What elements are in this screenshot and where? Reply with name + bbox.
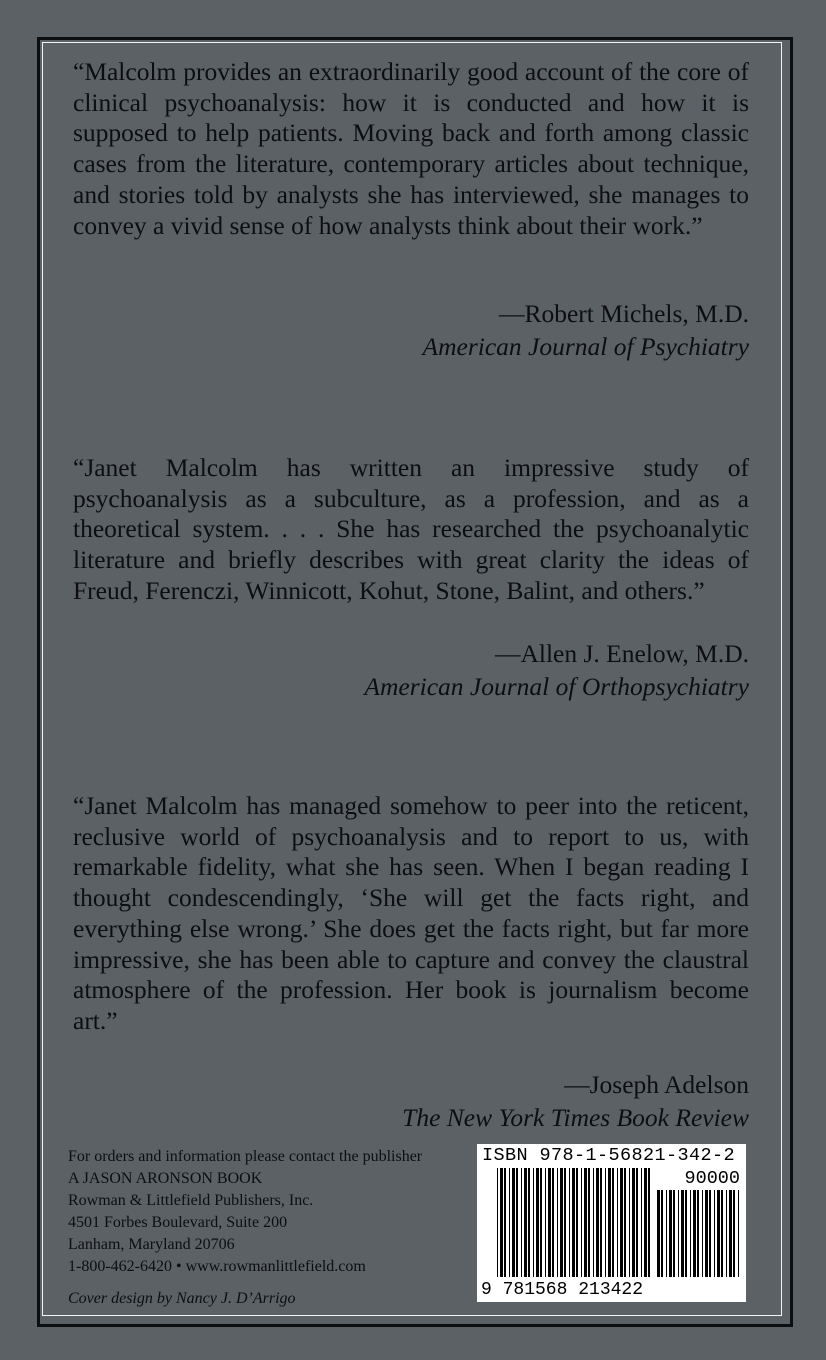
publisher-street: 4501 Forbes Boulevard, Suite 200	[68, 1214, 288, 1231]
barcode-bar	[693, 1190, 696, 1277]
barcode-bar	[497, 1168, 498, 1277]
barcode-bar	[552, 1168, 554, 1277]
barcode-bar	[657, 1190, 660, 1277]
barcode-bar	[528, 1168, 530, 1277]
barcode-bar	[569, 1168, 570, 1277]
review-attribution-1	[423, 297, 749, 363]
barcode-bar	[588, 1168, 590, 1277]
barcode-bar	[500, 1168, 503, 1277]
barcode-bar	[572, 1168, 575, 1277]
barcode-bar	[685, 1190, 687, 1277]
barcode-bar	[717, 1190, 720, 1277]
barcode-bar	[641, 1168, 642, 1277]
review-author-2: —Allen J. Enelow, M.D.	[494, 639, 749, 668]
barcode-bar	[548, 1168, 551, 1277]
barcode-bar	[721, 1190, 723, 1277]
cover-design-credit: Cover design by Nancy J. D’Arrigo	[68, 1290, 296, 1307]
barcode-bar	[690, 1190, 691, 1277]
barcode-bar	[733, 1190, 735, 1277]
barcode-bar	[612, 1168, 614, 1277]
publisher-name: Rowman & Littlefield Publishers, Inc.	[68, 1192, 314, 1209]
barcode-bar	[512, 1168, 515, 1277]
review-quote-2: “Janet Malcolm has written an impressive study of psychoanalysis as a subculture, as a profession, and as a theoretical system. . . . She has researched the psychoanalytic literature and briefly describes with great clarity the ideas of Freud, Ferenczi, Winnicott, Kohut, Stone, Balint, and others.”	[73, 453, 749, 605]
barcode-bar	[516, 1168, 518, 1277]
barcode-bar	[620, 1168, 623, 1277]
barcode-bar	[596, 1168, 599, 1277]
barcode-bar	[714, 1190, 715, 1277]
barcode-bar	[661, 1190, 663, 1277]
barcode-bar	[738, 1190, 739, 1277]
barcode-bar	[681, 1190, 684, 1277]
barcode-bar	[629, 1168, 630, 1277]
barcode-bar	[632, 1168, 635, 1277]
barcode-bar	[636, 1168, 638, 1277]
review-source-3: The New York Times Book Review	[402, 1103, 749, 1132]
barcode-bar	[624, 1168, 626, 1277]
barcode-bar	[557, 1168, 558, 1277]
barcode-bar	[729, 1190, 732, 1277]
barcode-bar	[726, 1190, 727, 1277]
barcode-bar	[540, 1168, 542, 1277]
review-source-2: American Journal of Orthopsychiatry	[364, 672, 749, 701]
isbn-barcode	[477, 1144, 746, 1302]
barcode-bar	[584, 1168, 587, 1277]
barcode-bar	[533, 1168, 534, 1277]
barcode-bar	[593, 1168, 594, 1277]
review-quote-3: “Janet Malcolm has managed somehow to peer into the reticent, reclusive world of psychoanalysis and to report to us, with remarkable fidelity, what she has seen. When I began reading I thought condescendingly, ‘She will get the facts right, and everything else wrong.’ She does get the facts right, but far more impressive, she has been able to capture and convey the claustral atmosphere of the profession. Her book is journalism become art.”	[73, 791, 749, 1035]
review-author-1: —Robert Michels, M.D.	[498, 299, 749, 328]
barcode-bar	[666, 1190, 667, 1277]
review-attribution-2	[364, 637, 749, 703]
review-quote-1: “Malcolm provides an extraordinarily good account of the core of clinical psychoanalysis: how it is conducted and how it is supposed to help patients. Moving back and forth among classic cases from the literature, contemporary articles about technique, and stories told by analysts she has interviewed, she manages to convey a vivid sense of how analysts think about their work.”	[73, 57, 749, 240]
publisher-imprint: A JASON ARONSON BOOK	[68, 1170, 263, 1187]
barcode-bar	[536, 1168, 539, 1277]
barcode-bar	[608, 1168, 611, 1277]
review-source-1: American Journal of Psychiatry	[422, 332, 749, 361]
barcode-bar	[545, 1168, 546, 1277]
barcode-bar	[709, 1190, 711, 1277]
barcode-bar	[669, 1190, 672, 1277]
barcode-bar	[705, 1190, 708, 1277]
barcode-bar	[509, 1168, 510, 1277]
barcode-bar	[564, 1168, 566, 1277]
barcode-bar	[560, 1168, 563, 1277]
barcode-bar	[617, 1168, 618, 1277]
barcode-bar	[673, 1190, 675, 1277]
barcode-bar	[648, 1168, 650, 1277]
barcode-bar	[576, 1168, 578, 1277]
barcode-bar	[581, 1168, 582, 1277]
barcode-bar	[644, 1168, 647, 1277]
barcode-digits: 9 781568 213422	[481, 1280, 644, 1300]
publisher-city: Lanham, Maryland 20706	[68, 1236, 235, 1253]
review-author-3: —Joseph Adelson	[564, 1070, 749, 1099]
barcode-bar	[600, 1168, 602, 1277]
barcode-bar	[504, 1168, 506, 1277]
publisher-contact-line: For orders and information please contact the publisher	[68, 1148, 423, 1165]
isbn-number: ISBN 978-1-56821-342-2	[482, 1145, 736, 1166]
price-code: 90000	[684, 1168, 740, 1189]
barcode-bar	[605, 1168, 606, 1277]
barcode-bars	[477, 1144, 746, 1302]
publisher-phone-web: 1-800-462-6420 • www.rowmanlittlefield.com	[68, 1258, 366, 1275]
barcode-bar	[697, 1190, 699, 1277]
barcode-bar	[702, 1190, 703, 1277]
barcode-bar	[521, 1168, 522, 1277]
publisher-info	[68, 1146, 478, 1310]
barcode-bar	[524, 1168, 527, 1277]
barcode-bar	[678, 1190, 679, 1277]
review-attribution-3	[402, 1068, 749, 1134]
